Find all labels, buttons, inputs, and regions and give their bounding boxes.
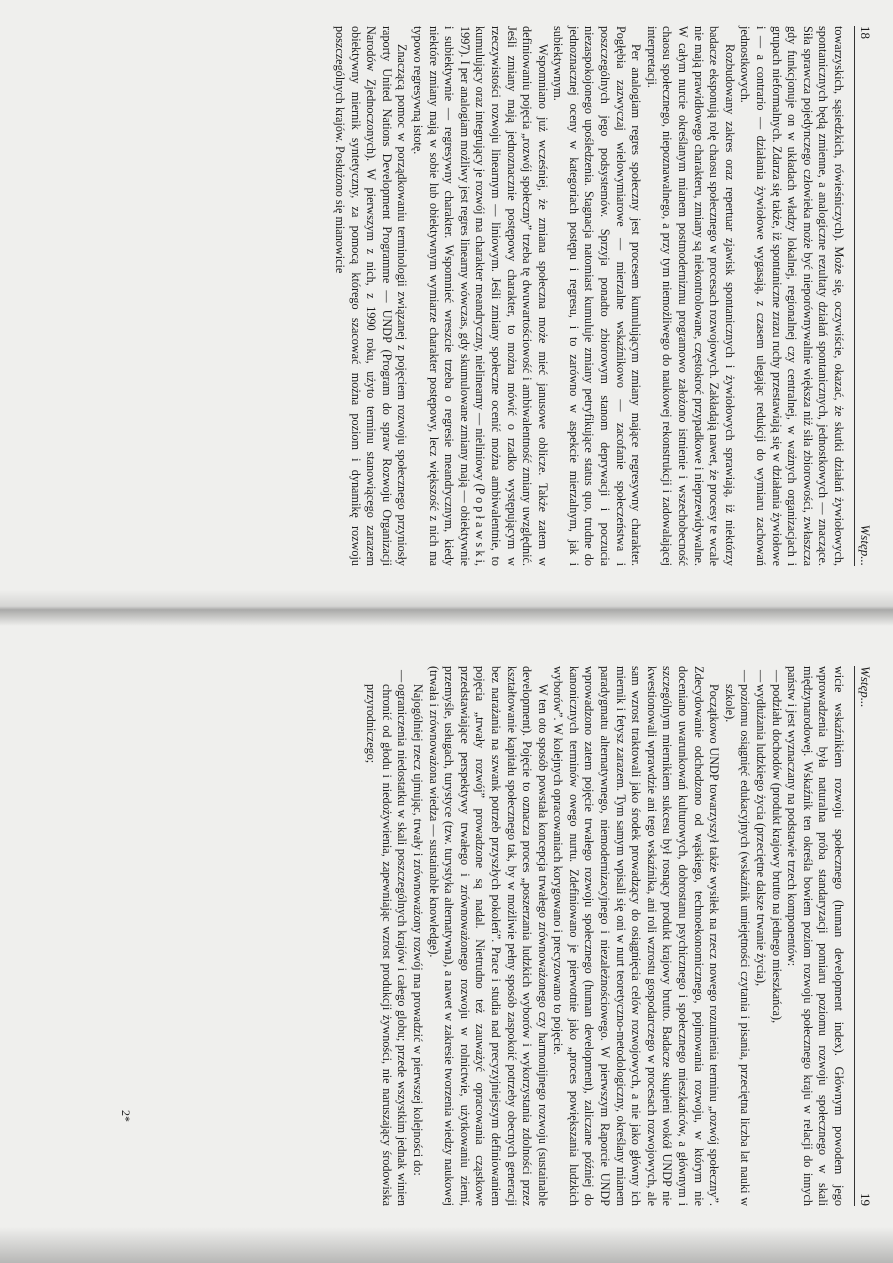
paragraph: towarzyskich, sąsiedzkich, rówieśniczych). Może się, oczywiście, okazać, że skutki działań żywiołowych, spontanicznych będą zmienne, a analogiczne rezultaty działań spontanicznych, jednostkowych — znaczące. Siła sprawcza pojedynczego człowieka może być nieporównywalnie większa niż siła zbiorowości, zwłaszcza gdy funkcjonuje on w układach władzy lokalnej, regionalnej czy centralnej, w ważnych organizacjach i grupach nieformalnych. Zdarza się także, iż spontaniczne zrazu ruchy przestawiają się w działania żywiołowe i — a contrario — działania żywiołowe wygasają, z czasem ulegając redukcji do wymiaru zachowań jednostkowych. xyxy=(738,26,846,566)
list-item: — wydłużania ludzkiego życia (przeciętne dalsze trwanie życia), xyxy=(752,684,768,1206)
left-page xyxy=(93,0,893,580)
left-running-title: Wstęp... xyxy=(858,524,873,566)
list-item: — poziomu osiągnięć edukacyjnych (wskaźnik umiejętności czytania i pisania, przeciętna liczba lat nauki w szkole). xyxy=(721,684,752,1206)
paragraph: Początkowo UNDP towarzyszył także wysiłek na rzecz nowego rozumienia terminu „rozwój społeczny”. Zdecydowanie odchodzono od wąskiego, technoekonomicznego, pojmowania rozwoju, w którym nie doceniano uwarunkowań kulturowych, dobrostanu psychicznego i społecznego mieszkańców, a głównym i szczególnym miernikiem sukcesu był rosnący produkt krajowy brutto. Badacze skupieni wokół UNDP nie kwestionowali wprawdzie ani tego wskaźnika, ani roli wzrostu gospodarczego w procesach rozwojowych, ale sam wzrost traktowali jako środek prowadzący do osiągnięcia celów rozwojowych, a nie jako główny ich miernik i fetysz zarazem. Tym samym wpisali się oni w nurt teoretyczno-metodologiczny, określany mianem paradygmatu alternatywnego, niemodernizacyjnego i niezależnościowego. W pierwszym Raporcie UNDP wprowadzono zatem pojęcie trwałego rozwoju społecznego (human development), zaliczane później do kanonicznych terminów owego nurtu. Zdefiniowano je pierwotnie jako „proces powiększania ludzkich wyborów”. W kolejnych opracowaniach korygowano i precyzowano to pojęcie. xyxy=(551,666,722,1206)
components-list xyxy=(721,666,783,1206)
right-page xyxy=(93,640,893,1220)
right-page-number: 19 xyxy=(858,1193,873,1206)
paragraph: W ten oto sposób powstała koncepcja trwałego zrównoważonego czy harmonijnego rozwoju (sustainable development). Pojęcie to oznacza proces „poszerzania ludzkich wyborów i wykorzystania zdolności przez kształtowanie kapitału społecznego tak, by w możliwie pełny sposób zaspokoić potrzeby obecnych generacji bez narażania na szwank potrzeb przyszłych pokoleń”. Prace i studia nad precyzyjniejszym definiowaniem pojęcia „trwały rozwój” prowadzone są nadal. Nietrudno też zauważyć opracowania cząstkowe przedstawiające perspektywy trwałego i zrównoważonego rozwoju w rolnictwie, użytkowaniu ziemi, przemyśle, usługach, turystyce (tzw. turystyka alternatywna), a nawet w zakresie tworzenia wiedzy naukowej (trwała i zrównoważona wiedza — sustainable knowledge). xyxy=(426,666,550,1206)
signature-mark: 2* xyxy=(119,1110,133,1122)
goals-list xyxy=(363,666,410,1206)
list-item: — ograniczenia niedostatku w skali poszczególnych krajów i całego globu; przede wszystkim jednak winien chronić od głodu i niedożywienia, zapewniając wzrost produkcji żywności, nie naruszający środowiska przyrodniczego; xyxy=(363,684,410,1206)
paragraph: Wspomniano już wcześniej, że zmiana społeczna może mieć janusowe oblicze. Także zatem w definiowaniu pojęcia „rozwój społeczny” trzeba tę dwuwartościowość i ambiwalentność zmiany uwzględnić. Jeśli zmiany mają jednoznacznie postępowy charakter, to można mówić o rzadko występującym w rzeczywistości rozwoju linearnym — liniowym. Jeśli zmiany społeczne ocenić można ambiwalentnie, to kumulujący oraz integrujący je rozwój ma charakter meandryczny, nielinearny — nieliniowy (P o p ł a w s k i, 1997). I per analogiam możliwy jest regres linearny wówczas, gdy skumulowane zmiany mają — obiektywnie i subiektywnie — regresywny charakter. Wspomnieć wreszcie trzeba o regresie meandrycznym, kiedy niektóre zmiany mają w sobie lub obiektywnym wymiarze charakter postępowy, lecz większość z nich ma typowo regresywną istotę. xyxy=(410,26,550,566)
scan-edge-shadow xyxy=(0,1227,893,1263)
right-running-title: Wstęp... xyxy=(858,666,873,708)
left-page-content xyxy=(113,26,873,566)
paragraph: Per analogiam regres społeczny jest procesem kumulującym zmiany mające regresywny charakter. Pogłębia zazwyczaj wielowymiarowe — mierzalne wskaźnikowo — zacofanie społeczeństwa i poszczególnych jego podsystemów. Sprzyja ponadto zbiorowym stanom deprywacji i poczucia niezaspokojonego upośledzenia. Stagnacja natomiast kumuluje zmiany petryfikujące status quo, trudne do jednoznacznej oceny w kategoriach postępu i regresu, i to zarówno w aspekcie mierzalnym, jak i subiektywnym. xyxy=(551,26,644,566)
left-page-text xyxy=(331,26,846,566)
paragraph: Znaczącą pomoc w porządkowaniu terminologii związanej z pojęciem rozwoju społecznego przyniosły raporty United Nations Development Programme — UNDP (Program do spraw Rozwoju Organizacji Narodów Zjednoczonych). W pierwszym z nich, z 1990 roku, użyto terminu stanowiącego zarazem obiektywny miernik syntetyczny, za pomocą którego szacować można poziom i dynamikę rozwoju poszczególnych krajów. Posłużono się mianowicie xyxy=(333,26,410,566)
page-gutter-shadow xyxy=(0,590,893,626)
left-page-number: 18 xyxy=(858,26,873,39)
list-item: — podziału dochodów (produkt krajowy brutto na jednego mieszkańca), xyxy=(768,684,784,1206)
paragraph: Rozbudowany zakres oraz repertuar zjawisk spontanicznych i żywiołowych sprawiają, iż niektórzy badacze eksponują rolę chaosu społecznego w procesach rozwojowych. Zakładają nawet, że procesy te wcale nie mają prawidłowego charakteru, zmiany są niekontrolowane, częstokroć przypadkowe i nieprzewidywalne. W całym nurcie określanym mianem postmodernizmu programowo założono istnienie i wszechobecność chaosu społecznego, niepoznawalnego, a przy tym niemożliwego do naukowej rekonstrukcji i zadowalającej interpretacji. xyxy=(644,26,737,566)
paragraph: Najogólniej rzecz ujmując, trwały i zrównoważony rozwój ma prowadzić w pierwszej kolejności do: xyxy=(410,684,425,1176)
right-page-content xyxy=(113,666,873,1206)
right-page-text xyxy=(363,666,846,1206)
left-running-head xyxy=(854,26,873,566)
right-running-head xyxy=(854,666,873,1206)
paragraph: wicie wskaźnikiem rozwoju społecznego (human development index). Głównym powodem jego wprowadzenia była naturalna próba standaryzacji pomiaru poziomu rozwoju społecznego w skali międzynarodowej. Wskaźnik ten określa bowiem poziom rozwoju społecznego kraju w relacji do innych państw i jest wyznaczany na podstawie trzech komponentów: xyxy=(785,666,846,1206)
